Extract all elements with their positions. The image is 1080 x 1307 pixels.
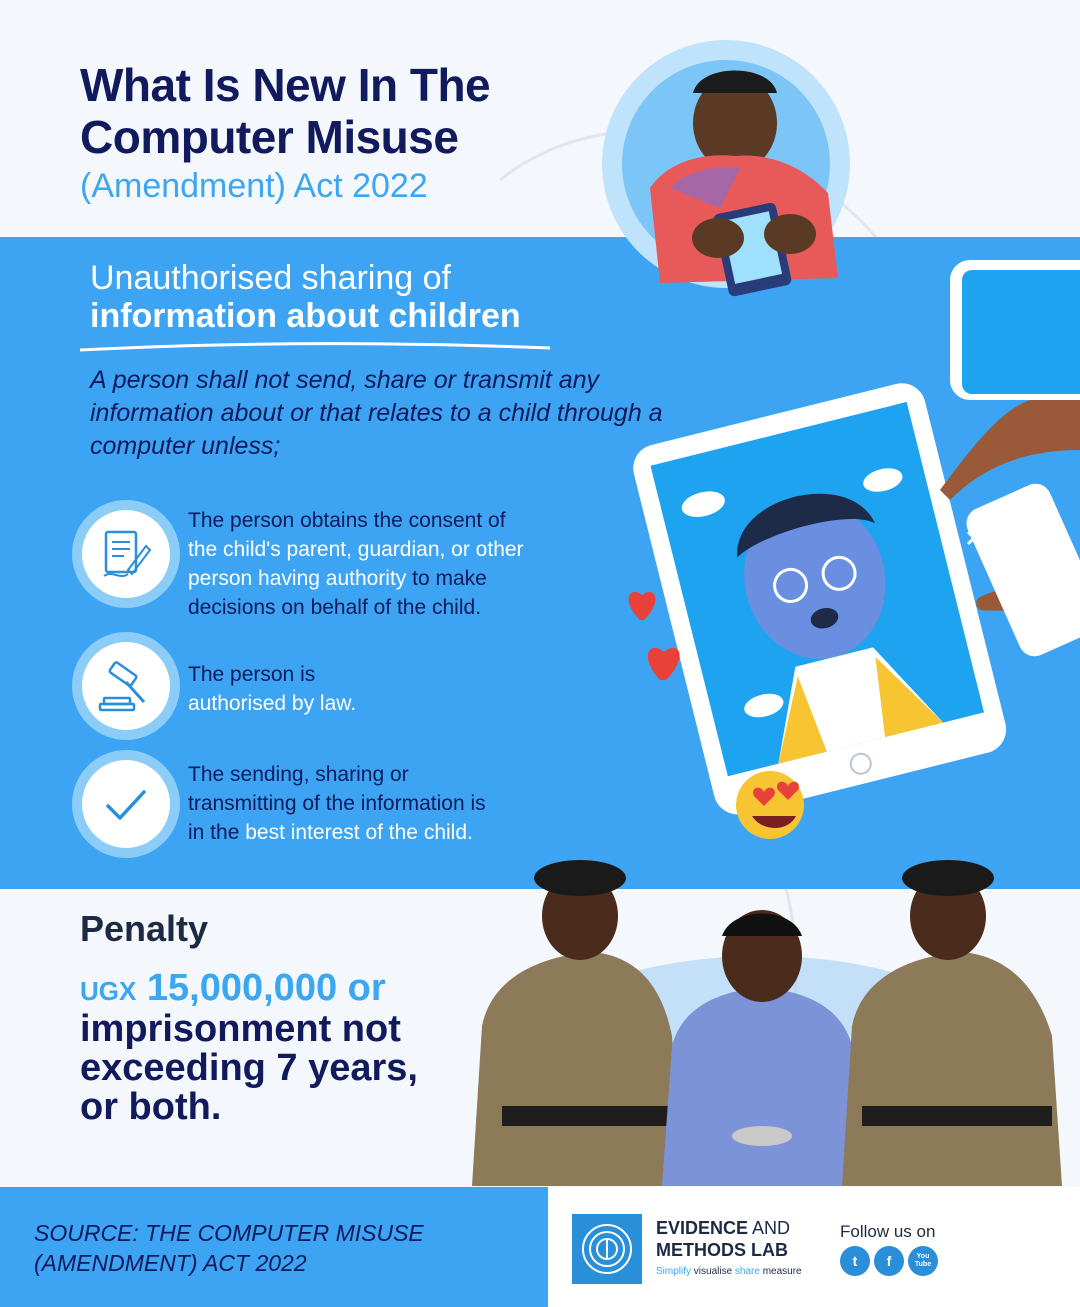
- source-citation: [34, 1218, 424, 1278]
- follow-us-label: Follow us on: [840, 1222, 936, 1241]
- penalty-fine: [80, 966, 386, 1013]
- penalty-line-3: or both.: [80, 1086, 222, 1128]
- brand-bold-1: EVIDENCE: [656, 1218, 749, 1238]
- source-line-1: SOURCE: THE COMPUTER MISUSE: [34, 1220, 424, 1246]
- section-subtitle-line-2: information about children: [90, 297, 521, 335]
- condition-2-icon-badge: [72, 632, 180, 740]
- condition-1-icon-badge: [72, 500, 180, 608]
- brand-tagline: [656, 1266, 802, 1277]
- twitter-icon[interactable]: t: [840, 1246, 870, 1276]
- checkmark-icon: [98, 776, 154, 832]
- brand-light: AND: [748, 1218, 791, 1238]
- document-signature-icon: [98, 526, 154, 582]
- condition-2-line-2: authorised by law.: [188, 692, 357, 715]
- brand-name-line-1: [656, 1218, 790, 1239]
- fingerprint-logo: [572, 1214, 642, 1284]
- title-line-2: Computer Misuse: [80, 111, 459, 163]
- title-line-3: (Amendment) Act 2022: [80, 167, 428, 205]
- condition-3-text: [188, 760, 486, 847]
- condition-1-highlight: person having authority: [188, 567, 407, 590]
- penalty-currency: UGX: [80, 976, 137, 1006]
- gavel-icon: [98, 658, 154, 714]
- condition-1-text: [188, 506, 524, 622]
- condition-3-icon-badge: [72, 750, 180, 858]
- condition-1-line-3-rest: to make: [406, 567, 487, 590]
- condition-1-line-1: The person obtains the consent of: [188, 509, 506, 532]
- intro-text: A person shall not send, share or transmit any information about or that relates to a child through a computer unless;: [90, 366, 663, 460]
- condition-1-line-4: decisions on behalf of the child.: [188, 596, 482, 619]
- condition-3-highlight: best interest of the child.: [245, 821, 473, 844]
- condition-3-line-2: transmitting of the information is: [188, 792, 486, 815]
- youtube-icon[interactable]: You Tube: [908, 1246, 938, 1276]
- arrest-illustration: [462, 856, 1080, 1186]
- penalty-line-2: exceeding 7 years,: [80, 1047, 418, 1089]
- facebook-icon[interactable]: f: [874, 1246, 904, 1276]
- brand-name-line-2: METHODS LAB: [656, 1240, 788, 1260]
- penalty-heading: Penalty: [80, 908, 209, 949]
- condition-2-text: [188, 660, 356, 718]
- penalty-line-1: imprisonment not: [80, 1008, 401, 1050]
- source-line-2: (AMENDMENT) ACT 2022: [34, 1250, 307, 1276]
- tagline-3: share: [734, 1266, 760, 1277]
- condition-1-line-2: the child's parent, guardian, or other: [188, 538, 524, 561]
- fingerprint-icon: [572, 1214, 642, 1284]
- condition-3-line-1: The sending, sharing or: [188, 763, 409, 786]
- tagline-4: measure: [759, 1266, 802, 1277]
- underline-swoosh: [80, 340, 560, 354]
- tagline-1: Simplify: [656, 1266, 692, 1277]
- condition-2-line-1: The person is: [188, 663, 316, 686]
- title-line-1: What Is New In The: [80, 59, 491, 111]
- condition-3-line-3-lead: in the: [188, 821, 246, 844]
- penalty-body: [80, 1010, 418, 1127]
- penalty-amount: 15,000,000 or: [136, 967, 386, 1009]
- condition-1-line-3: [188, 564, 524, 593]
- cyberbullying-tablet-illustration: [620, 260, 1080, 840]
- tagline-2: visualise: [691, 1266, 735, 1277]
- condition-3-line-3: [188, 818, 486, 847]
- section-subtitle-line-1: Unauthorised sharing of: [90, 259, 452, 297]
